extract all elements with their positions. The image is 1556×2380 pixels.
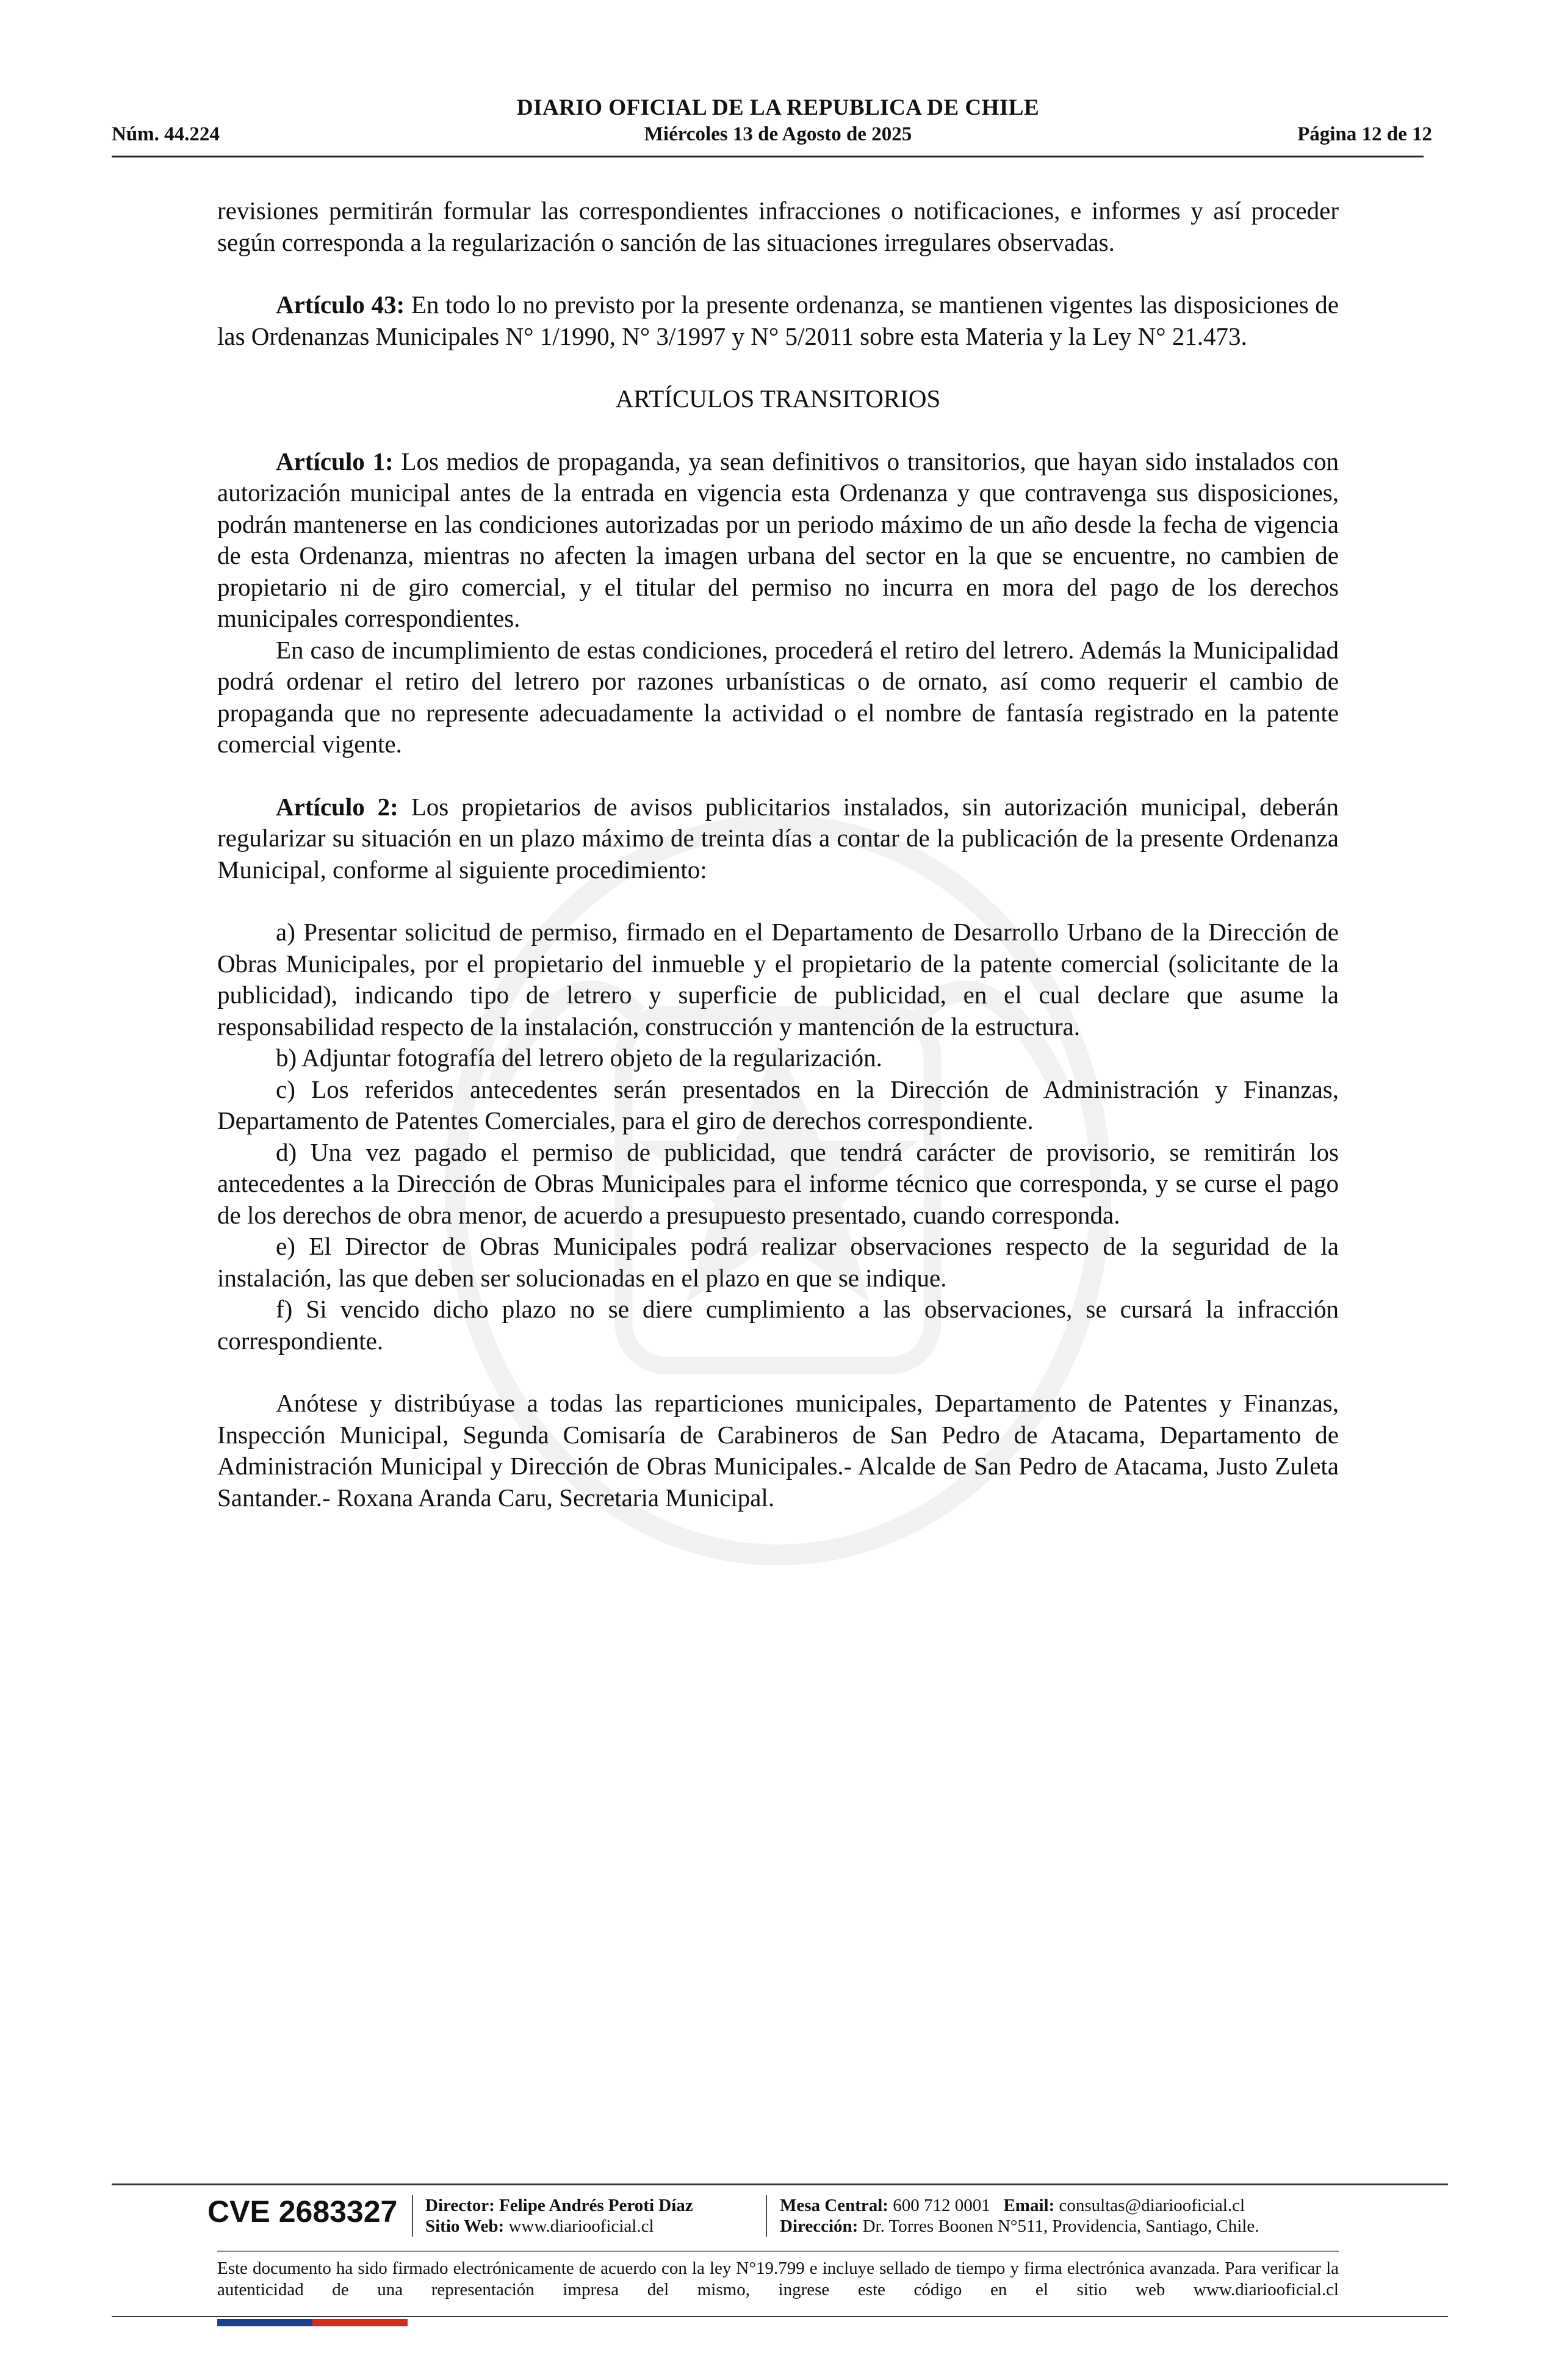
footer-divider-bottom (112, 2316, 1448, 2317)
header-divider (112, 156, 1424, 157)
publication-title: DIARIO OFICIAL DE LA REPUBLICA DE CHILE (516, 95, 1040, 120)
address-value: Dr. Torres Boonen N°511, Providencia, Santiago, Chile. (858, 2216, 1259, 2236)
website-label: Sitio Web: (425, 2216, 505, 2236)
mesa-central-label: Mesa Central: (780, 2196, 888, 2215)
paragraph-revisiones: revisiones permitirán formular las correspondientes infracciones o notificaciones, e informes y así proceder según corresponda a la regularización o sanción de las situaciones irregulares observadas. (217, 197, 1339, 256)
mesa-central-value: 600 712 0001 (888, 2196, 990, 2215)
issue-number: Núm. 44.224 (112, 123, 220, 145)
article-43-text: En todo lo no previsto por la presente ordenanza, se mantienen vigentes las disposiciones de las Ordenanzas Municipales N° 1/1990, N° 3/1997 y N° 5/2011 sobre esta Materia y la Ley N° 21.473. (217, 290, 1339, 350)
procedure-item-a: a) Presentar solicitud de permiso, firmado en el Departamento de Desarrollo Urbano de la Dirección de Obras Municipales, por el propietario del inmueble y el propietario de la patente comercial (solicitante de la publicidad), indicando tipo de letrero y superficie de publicidad, en el cual declare que asume la responsabilidad respecto de la instalación, construcción y mantención de la estructura. (217, 918, 1339, 1040)
email-label: Email: (1003, 2196, 1055, 2215)
flag-stripe-blue (217, 2319, 312, 2326)
procedure-item-c: c) Los referidos antecedentes serán presentados en la Dirección de Administración y Finanzas, Departamento de Patentes Comerciales, para el giro de derechos correspondiente. (217, 1075, 1339, 1134)
issue-date: Miércoles 13 de Agosto de 2025 (644, 123, 912, 145)
transitorios-heading: ARTÍCULOS TRANSITORIOS (615, 384, 941, 413)
closing-paragraph: Anótese y distribúyase a todas las reparticiones municipales, Departamento de Patentes y Finanzas, Inspección Municipal, Segunda Comisaría de Carabineros de San Pedro de Atacama, Departamento de Administración Municipal y Dirección de Obras Municipales.- Alcalde de San Pedro de Atacama, Justo Zuleta Santander.- Roxana Aranda Caru, Secretaria Municipal. (217, 1389, 1339, 1512)
address-line (780, 2216, 1259, 2237)
page-number: Página 12 de 12 (1297, 123, 1432, 145)
cve-code: CVE 2683327 (207, 2194, 398, 2229)
transitory-article-2 (217, 792, 1339, 886)
transitory-article-1-paragraph-2: En caso de incumplimiento de estas condiciones, procederá el retiro del letrero. Además la Municipalidad podrá ordenar el retiro del letrero por razones urbanísticas o de ornato, así como requerir el cambio de propaganda que no represente adecuadamente la actividad o el nombre de fantasía registrado en la patente comercial vigente. (217, 635, 1339, 758)
transitory-article-1-label: Artículo 1: (276, 447, 394, 475)
article-43 (217, 289, 1339, 352)
contact-line (780, 2195, 1245, 2216)
article-43-label: Artículo 43: (276, 290, 405, 319)
footer-separator (412, 2195, 413, 2237)
director-line (425, 2195, 693, 2216)
website-link[interactable]: www.diariooficial.cl (504, 2216, 654, 2236)
footer-divider-top (112, 2183, 1448, 2185)
procedure-item-e: e) El Director de Obras Municipales podrá realizar observaciones respecto de la seguridad de la instalación, las que deben ser solucionadas en el plazo en que se indique. (217, 1232, 1339, 1292)
footer-divider-mid (217, 2251, 1339, 2252)
director-label: Director: Felipe Andrés Peroti Díaz (425, 2196, 693, 2215)
transitory-article-1-text: Los medios de propaganda, ya sean definitivos o transitorios, que hayan sido instalados con autorización municipal antes de la entrada en vigencia esta Ordenanza y que contravenga sus disposiciones, podrán mantenerse en las condiciones autorizadas por un periodo máximo de un año desde la fecha de vigencia de esta Ordenanza, mientras no afecten la imagen urbana del sector en la que se encuentre, no cambien de propietario ni de giro comercial, y el titular del permiso no incurra en mora del pago de los derechos municipales correspondientes. (217, 447, 1339, 632)
flag-stripe-red (312, 2319, 408, 2326)
procedure-item-b: b) Adjuntar fotografía del letrero objeto de la regularización. (276, 1044, 882, 1072)
transitory-article-2-label: Artículo 2: (276, 792, 398, 821)
website-line (425, 2216, 654, 2237)
transitory-article-2-text: Los propietarios de avisos publicitarios instalados, sin autorización municipal, deberán regularizar su situación en un plazo máximo de treinta días a contar de la publicación de la presente Ordenanza Municipal, conforme al siguiente procedimiento: (217, 792, 1339, 884)
procedure-item-f: f) Si vencido dicho plazo no se diere cumplimiento a las observaciones, se cursará la infracción correspondiente. (217, 1295, 1339, 1355)
transitory-article-1 (217, 446, 1339, 635)
electronic-signature-notice: Este documento ha sido firmado electrónicamente de acuerdo con la ley N°19.799 e incluye sellado de tiempo y firma electrónica avanzada. Para verificar la autenticidad de una representación impresa del mismo, ingrese este código en el sitio web www.diariooficial.cl (217, 2259, 1339, 2299)
procedure-item-d: d) Una vez pagado el permiso de publicidad, que tendrá carácter de provisorio, se remitirán los antecedentes a la Dirección de Obras Municipales para el informe técnico que corresponda, y se curse el pago de los derechos de obra menor, de acuerdo a presupuesto presentado, cuando corresponda. (217, 1138, 1339, 1229)
email-link[interactable]: consultas@diariooficial.cl (1054, 2196, 1245, 2215)
footer-separator (766, 2195, 767, 2237)
address-label: Dirección: (780, 2216, 859, 2236)
document-body (217, 195, 1339, 1513)
